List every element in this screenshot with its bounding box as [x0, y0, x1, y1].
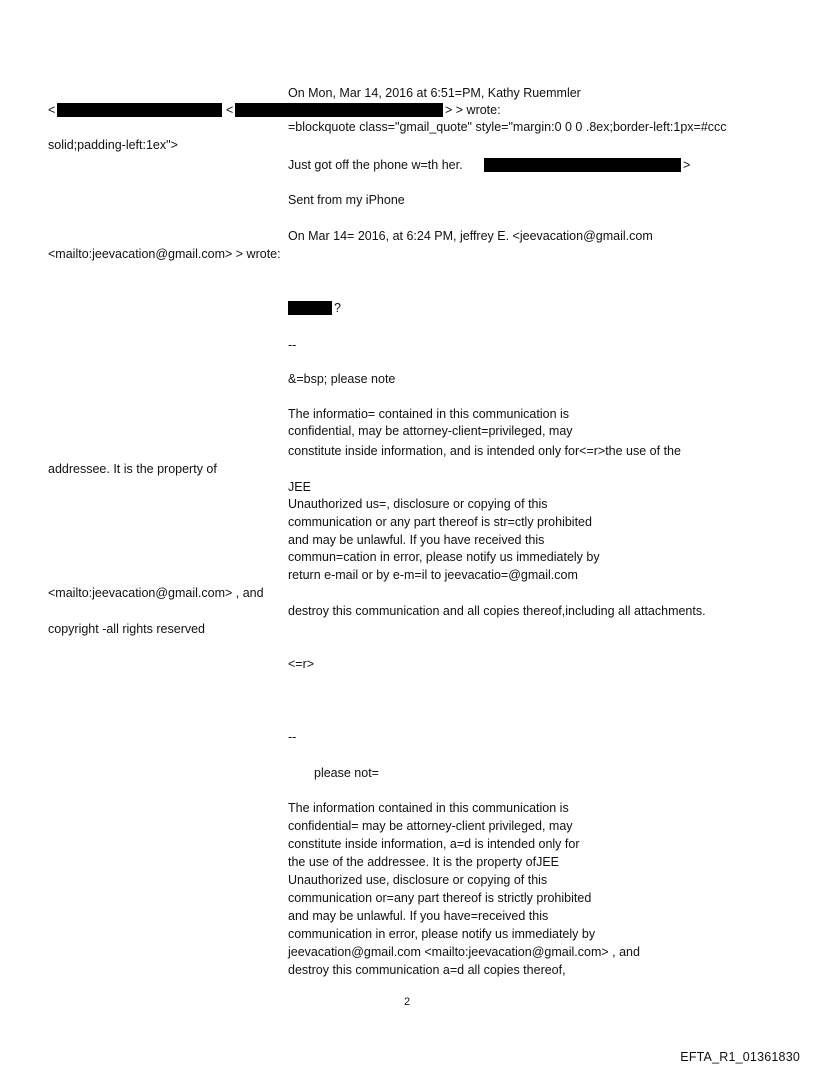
lt-symbol: <: [226, 103, 234, 117]
disclaimer-line: the use of the addressee. It is the property ofJEE: [288, 855, 559, 869]
redaction-bar: [288, 301, 332, 315]
disclaimer-line: Unauthorized use, disclosure or copying of this: [288, 873, 548, 887]
question-mark: ?: [334, 301, 341, 315]
disclaimer-line: and may be unlawful. If you have=received this: [288, 909, 549, 923]
disclaimer-line: The informatio= contained in this communication is: [288, 407, 570, 421]
redaction-bar: [484, 158, 681, 172]
disclaimer-line: commun=cation in error, please notify us immediately by: [288, 550, 600, 564]
blockquote-line: solid;padding-left:1ex">: [48, 138, 178, 152]
gt-symbol: >: [683, 158, 691, 172]
quoted-header: <mailto:jeevacation@gmail.com> > wrote:: [48, 247, 281, 261]
header-line: On Mon, Mar 14, 2016 at 6:51=PM, Kathy Ruemmler: [288, 86, 581, 100]
quoted-header: On Mar 14= 2016, at 6:24 PM, jeffrey E. <jeevacation@gmail.com: [288, 229, 653, 243]
disclaimer-line: <mailto:jeevacation@gmail.com> , and: [48, 586, 264, 600]
reply-text: Just got off the phone w=th her.: [288, 158, 463, 172]
disclaimer-line: and may be unlawful. If you have received this: [288, 533, 545, 547]
disclaimer-line: destroy this communication a=d all copies thereof,: [288, 963, 566, 977]
signature: Sent from my iPhone: [288, 193, 405, 207]
copyright: copyright -all rights reserved: [48, 622, 206, 636]
disclaimer-line: JEE: [288, 480, 311, 494]
disclaimer-line: confidential= may be attorney-client privileged, may: [288, 819, 573, 833]
wrote-text: > > wrote:: [445, 103, 501, 117]
please-note: please not=: [314, 766, 379, 780]
disclaimer-line: communication or=any part thereof is strictly prohibited: [288, 891, 592, 905]
disclaimer-line: jeevacation@gmail.com <mailto:jeevacation@gmail.com> , and: [288, 945, 640, 959]
page-number: 2: [404, 996, 411, 1008]
disclaimer-line: confidential, may be attorney-client=privileged, may: [288, 424, 573, 438]
br-tag: <=r>: [288, 657, 315, 671]
disclaimer-line: communication or any part thereof is str=ctly prohibited: [288, 515, 592, 529]
blockquote-line: =blockquote class="gmail_quote" style="margin:0 0 0 .8ex;border-left:1px=#ccc: [288, 120, 727, 134]
disclaimer-line: addressee. It is the property of: [48, 462, 217, 476]
lt-symbol: <: [48, 103, 56, 117]
disclaimer-line: The information contained in this communication is: [288, 801, 569, 815]
please-note: &=bsp; please note: [288, 372, 396, 386]
redaction-bar: [235, 103, 443, 117]
disclaimer-line: destroy this communication and all copies thereof,including all attachments.: [288, 604, 706, 618]
disclaimer-line: communication in error, please notify us immediately by: [288, 927, 596, 941]
disclaimer-line: constitute inside information, and is intended only for<=r>the use of the: [288, 444, 681, 458]
disclaimer-line: constitute inside information, a=d is intended only for: [288, 837, 580, 851]
separator: --: [288, 338, 297, 352]
separator: --: [288, 730, 297, 744]
disclaimer-line: Unauthorized us=, disclosure or copying of this: [288, 497, 548, 511]
redaction-bar: [57, 103, 222, 117]
document-id: EFTA_R1_01361830: [680, 1050, 800, 1064]
disclaimer-line: return e-mail or by e-m=il to jeevacatio=@gmail.com: [288, 568, 578, 582]
